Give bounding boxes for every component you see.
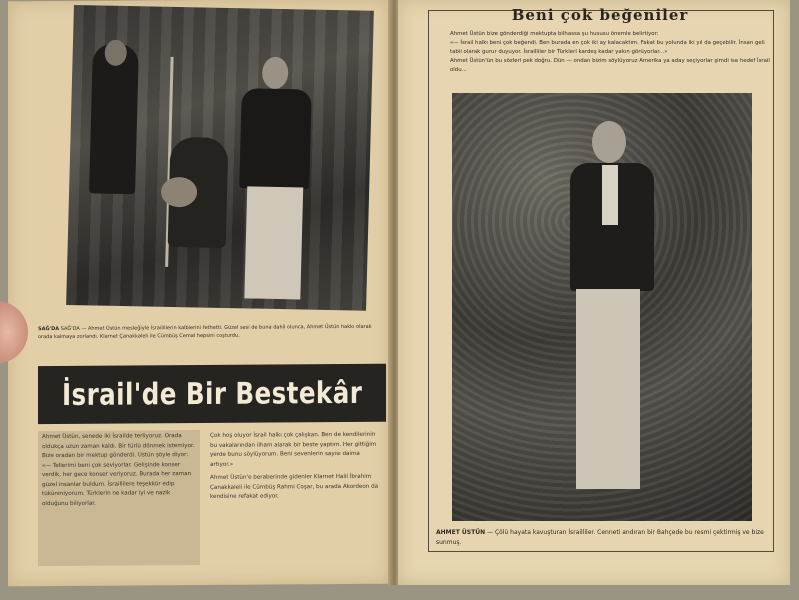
article-paragraph: Ahmet Üstün, senede iki İsrailde terliyoruz. Orada oldukça uzun zaman kaldı. Bir türlü dönmek istemiyor. Bize oradan bir mektup gönderdi. Ustün şöyle diyor: [42, 433, 195, 460]
article-paragraph: Ahmet Üstün'e beraberinde gidenler Klarnet Halil İbrahim Çanakkaleli ile Cümbüş Rahmi Coşar, bu arada Akordeon da kendisine refakat ediyor. [210, 473, 379, 500]
singer-jacket [239, 88, 312, 189]
intro-paragraph: Ahmet Üstün bize gönderdiği mektupta bilhassa şu hususu önemle belirtiyor: [450, 31, 659, 37]
right-page-title: Beni çok beğeniler [511, 6, 689, 24]
headline-banner [38, 364, 386, 424]
intro-text [450, 30, 775, 75]
thumb [0, 301, 28, 363]
garden-photo-caption [436, 528, 766, 548]
man-head [592, 121, 626, 163]
headline: İsrail'de Bir Bestekâr [61, 375, 363, 413]
intro-paragraph: Ahmet Üstün'ün bu sözleri pek doğru. Dün — ondan bizim söylüyoruz Amerika ya aday seçiyorlar şimdi ise hedef İsrail oldu... [450, 58, 770, 73]
photo-caption [38, 323, 378, 341]
singer-trousers [244, 186, 303, 299]
left-page [8, 0, 390, 586]
intro-paragraph: «— İsrail halkı beni çok beğendi. Ben burada en çok iki ay kalacaktım. Fakat bu yolunda iki yıl da geçebilir. İnsan geli tabii olarak gurur duyuyor. İsrailliler bir Türkleri kardeş kadar yakın görüyorlar...» [450, 40, 765, 55]
article-column-left [38, 430, 200, 566]
violinist-figure [89, 43, 139, 194]
caption-lead: AHMET ÜSTÜN [436, 529, 486, 536]
article-column-right [208, 429, 384, 565]
article-paragraph: «— Tellerimi beni çok seviyorlar. Gelişinde konser verdik, her gece konser veriyoruz. Burada her zaman güzel insanlar buldum. İsraillilere teşekkür edip tükünmiyorum. Türklerin ne kadar iyi ve nazik olduğunu biliyorlar. [42, 461, 192, 507]
caption-text: SAĞ'DA — Ahmet Üstün mesleğiyle İsraillilerin kalblerini fethetti. Güzel sesi de buna dahil olunca, Ahmet Üstün hakkı olarak orada kalmaya zorlandı. Klarnet Çanakkaleli ile Cümbüş Cemal hepsini coşturdu. [38, 323, 372, 341]
man-trousers [576, 289, 640, 489]
stage-photo [66, 5, 374, 311]
article-paragraph: Çok hoş oluyor İsrail halkı çok çalışkan. Ben de kendilerinin bu vakalarından ilham alarak bir beste yaptım. Her gittiğim yerde bunu söylüyorum. Beni sevenlerin sayısı daima artıyor.» [210, 431, 377, 468]
caption-lead: SAĞ'DA [38, 325, 60, 333]
man-shirt [602, 165, 618, 225]
caption-text: — Çölü hayata kavuşturan İsrailliler. Cenneti andıran bir Bahçede bu resmi çektirmiş ve bize sunmuş. [436, 529, 764, 546]
garden-photo [452, 93, 752, 521]
